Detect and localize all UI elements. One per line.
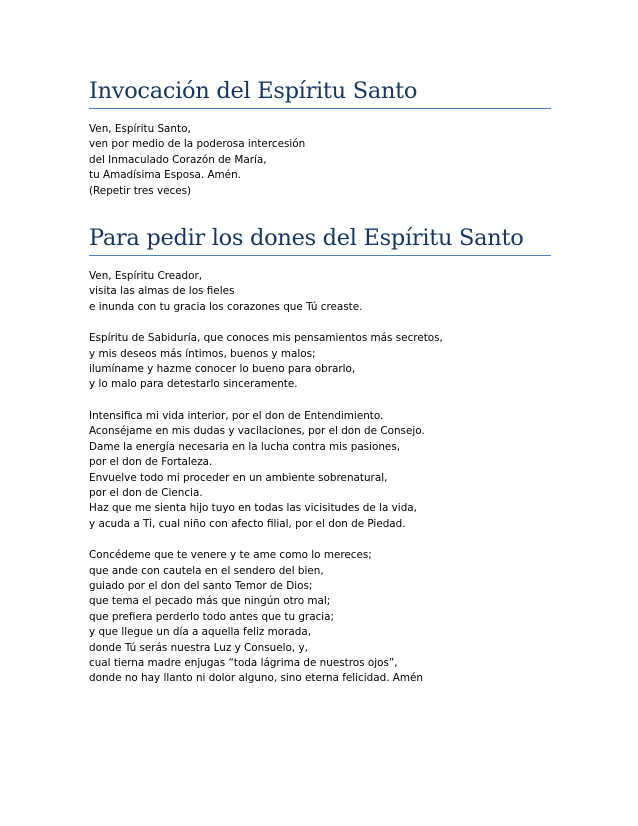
paragraph [89,122,551,199]
text-line: que prefiera perderlo todo antes que tu gracia; [89,610,335,623]
text-line: y mis deseos más íntimos, buenos y malos; [89,347,316,360]
text-line: por el don de Fortaleza. [89,456,213,469]
text-line: Aconséjame en mis dudas y vacilaciones, por el don de Consejo. [89,425,425,438]
text-line: visita las almas de los fieles [89,285,235,298]
paragraph [89,548,551,687]
text-line: tu Amadísima Esposa. Amén. [89,169,241,182]
text-line: Envuelve todo mi proceder en un ambiente sobrenatural, [89,471,388,484]
section-dones [89,223,551,687]
text-line: que ande con cautela en el sendero del bien, [89,564,324,577]
paragraph [89,331,551,393]
text-line: Ven, Espíritu Santo, [89,123,191,135]
section-title: Invocación del Espíritu Santo [89,76,551,109]
text-line: ilumíname y hazme conocer lo bueno para obrarlo, [89,363,356,376]
text-line: ven por medio de la poderosa intercesión [89,138,306,151]
section-invocacion [89,76,551,199]
text-line: cual tierna madre enjugas “toda lágrima de nuestros ojos”, [89,656,398,669]
section-title: Para pedir los dones del Espíritu Santo [89,223,551,256]
text-line: donde Tú serás nuestra Luz y Consuelo, y, [89,641,308,654]
text-line: por el don de Ciencia. [89,486,203,499]
text-line: Concédeme que te venere y te ame como lo mereces; [89,549,372,562]
text-line: y que llegue un día a aquella feliz morada, [89,626,312,639]
text-line: e inunda con tu gracia los corazones que Tú creaste. [89,300,363,313]
paragraph [89,409,551,532]
text-line: Ven, Espíritu Creador, [89,270,203,283]
text-line: guiado por el don del santo Temor de Dios; [89,579,313,592]
text-line: donde no hay llanto ni dolor alguno, sino eterna felicidad. Amén [89,672,424,685]
text-line: y acuda a Ti, cual niño con afecto filial, por el don de Piedad. [89,517,406,530]
text-line: y lo malo para detestarlo sinceramente. [89,378,298,391]
text-line: que tema el pecado más que ningún otro mal; [89,595,331,608]
text-line: Espíritu de Sabiduría, que conoces mis pensamientos más secretos, [89,332,443,345]
text-line: Intensifica mi vida interior, por el don de Entendimiento. [89,409,384,422]
paragraph [89,269,551,315]
text-line: Dame la energía necesaria en la lucha contra mis pasiones, [89,440,401,453]
text-line: (Repetir tres veces) [89,184,192,197]
document-content [89,76,551,687]
text-line: Haz que me sienta hijo tuyo en todas las vicisitudes de la vida, [89,502,417,515]
text-line: del Inmaculado Corazón de María, [89,153,267,166]
